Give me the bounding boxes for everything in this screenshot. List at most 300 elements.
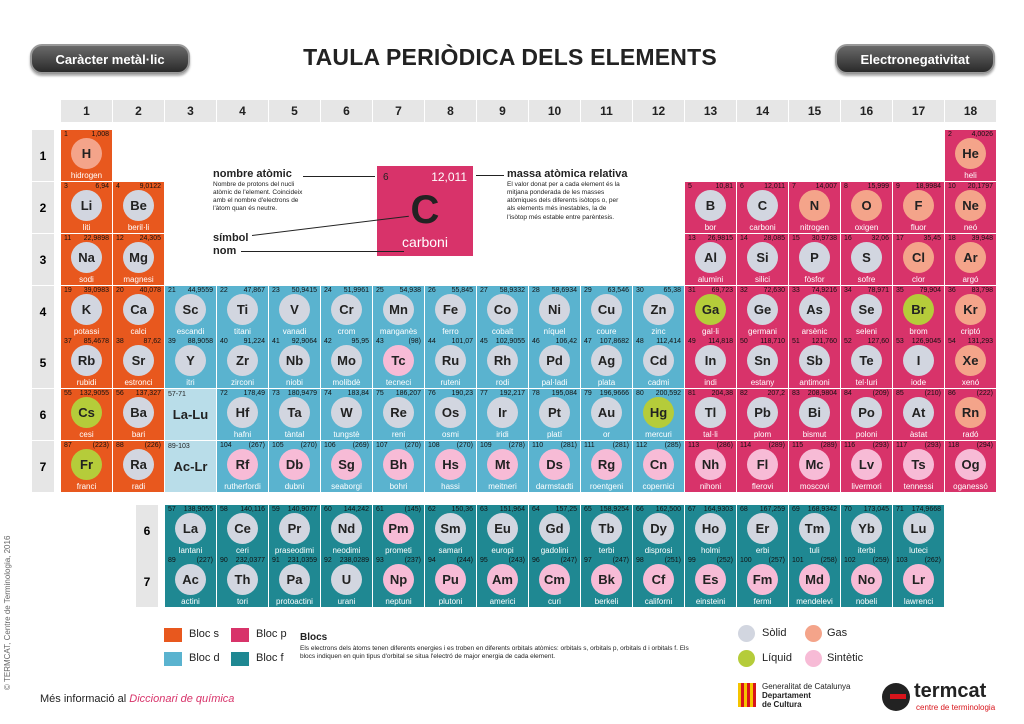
- element-cell-nd[interactable]: [321, 505, 372, 556]
- atomic-mass: 88,9058: [187, 338, 213, 345]
- element-cell-pa[interactable]: [269, 556, 320, 607]
- element-cell-po[interactable]: [841, 389, 892, 440]
- atomic-number: 102: [844, 557, 856, 564]
- element-symbol: Es: [695, 564, 726, 595]
- dictionary-link[interactable]: Diccionari de química: [129, 693, 235, 705]
- element-name: disprosi: [644, 546, 673, 555]
- element-cell-rh[interactable]: [477, 337, 528, 388]
- element-cell-fr[interactable]: [61, 441, 112, 492]
- element-cell-cs[interactable]: [61, 389, 112, 440]
- element-cell-ta[interactable]: [269, 389, 320, 440]
- element-symbol: Rb: [71, 345, 102, 376]
- element-cell-cm[interactable]: [529, 556, 580, 607]
- legend-dot-synthetic: [805, 650, 822, 667]
- metallic-character-button[interactable]: Caràcter metàl·lic: [30, 44, 190, 74]
- atomic-number: 65: [584, 506, 592, 513]
- element-cell-sr[interactable]: [113, 337, 164, 388]
- element-symbol: Pt: [539, 397, 570, 428]
- element-symbol: Hg: [643, 397, 674, 428]
- element-symbol: Rn: [955, 397, 986, 428]
- element-cell-bk[interactable]: [581, 556, 632, 607]
- element-cell-th[interactable]: [217, 556, 268, 607]
- element-cell-zn[interactable]: [633, 286, 684, 337]
- element-symbol: H: [71, 138, 102, 169]
- element-symbol: P: [799, 242, 830, 273]
- atomic-mass: 79,904: [919, 287, 941, 294]
- element-cell-pt[interactable]: [529, 389, 580, 440]
- atomic-number: 57: [168, 506, 176, 513]
- atomic-mass: (227): [196, 557, 213, 564]
- element-name: liti: [82, 223, 91, 232]
- element-symbol: Tb: [591, 513, 622, 544]
- element-cell-pd[interactable]: [529, 337, 580, 388]
- element-cell-re[interactable]: [373, 389, 424, 440]
- element-symbol: Sm: [435, 513, 466, 544]
- element-cell-w[interactable]: [321, 389, 372, 440]
- element-cell-pu[interactable]: [425, 556, 476, 607]
- element-name: tungstè: [333, 430, 360, 439]
- atomic-number: 2: [948, 131, 952, 138]
- element-cell-rn[interactable]: [945, 389, 996, 440]
- element-cell-h[interactable]: [61, 130, 112, 181]
- element-cell-ti[interactable]: [217, 286, 268, 337]
- group-header-2: 2: [113, 100, 164, 122]
- element-cell-v[interactable]: [269, 286, 320, 337]
- element-symbol: Np: [383, 564, 414, 595]
- period-label-2: 2: [32, 182, 54, 233]
- element-cell-cn[interactable]: [633, 441, 684, 492]
- element-cell-np[interactable]: [373, 556, 424, 607]
- element-cell-gd[interactable]: [529, 505, 580, 556]
- atomic-mass: (285): [664, 442, 681, 449]
- atomic-mass: 44,9559: [187, 287, 213, 294]
- group-header-14: 14: [737, 100, 788, 122]
- element-symbol: Pm: [383, 513, 414, 544]
- element-cell-i[interactable]: [893, 337, 944, 388]
- element-symbol: Dy: [643, 513, 674, 544]
- atomic-number: 60: [324, 506, 332, 513]
- element-symbol: La: [175, 513, 206, 544]
- atomic-number: 80: [636, 390, 644, 397]
- element-cell-ru[interactable]: [425, 337, 476, 388]
- element-cell-u[interactable]: [321, 556, 372, 607]
- legend-bloc-s: Bloc s: [189, 628, 219, 640]
- atomic-mass: (98): [408, 338, 421, 345]
- element-cell-sg[interactable]: [321, 441, 372, 492]
- element-cell-ag[interactable]: [581, 337, 632, 388]
- element-cell-bi[interactable]: [789, 389, 840, 440]
- element-cell-ba[interactable]: [113, 389, 164, 440]
- element-name: fòsfor: [804, 275, 825, 284]
- element-cell-rf[interactable]: [217, 441, 268, 492]
- atomic-mass: 183,84: [347, 390, 369, 397]
- element-cell-cu[interactable]: [581, 286, 632, 337]
- element-name: mercuri: [645, 430, 672, 439]
- atomic-number: 43: [376, 338, 384, 345]
- atomic-number: 62: [428, 506, 436, 513]
- atomic-number: 4: [116, 183, 120, 190]
- element-cell-ga[interactable]: [685, 286, 736, 337]
- element-cell-ra[interactable]: [113, 441, 164, 492]
- element-name: clor: [912, 275, 925, 284]
- element-symbol: N: [799, 190, 830, 221]
- element-cell-mn[interactable]: [373, 286, 424, 337]
- element-cell-ts[interactable]: [893, 441, 944, 492]
- element-cell-er[interactable]: [737, 505, 788, 556]
- element-cell-md[interactable]: [789, 556, 840, 607]
- element-cell-sm[interactable]: [425, 505, 476, 556]
- element-symbol: Kr: [955, 294, 986, 325]
- atomic-number: 95: [480, 557, 488, 564]
- element-symbol: Sr: [123, 345, 154, 376]
- element-cell-os[interactable]: [425, 389, 476, 440]
- electronegativity-button[interactable]: Electronegativitat: [835, 44, 995, 74]
- element-cell-at[interactable]: [893, 389, 944, 440]
- element-symbol: Ts: [903, 449, 934, 480]
- element-symbol: Th: [227, 564, 258, 595]
- element-cell-n[interactable]: [789, 182, 840, 233]
- atomic-number: 13: [688, 235, 696, 242]
- element-cell-k[interactable]: [61, 286, 112, 337]
- lanthanide-range-cell[interactable]: [165, 389, 216, 440]
- element-cell-mg[interactable]: [113, 234, 164, 285]
- atomic-number: 82: [740, 390, 748, 397]
- element-symbol: Nb: [279, 345, 310, 376]
- element-cell-lu[interactable]: [893, 505, 944, 556]
- element-cell-bh[interactable]: [373, 441, 424, 492]
- element-name: vanadi: [282, 327, 307, 336]
- group-header-3: 3: [165, 100, 216, 122]
- element-cell-hg[interactable]: [633, 389, 684, 440]
- atomic-number: 79: [584, 390, 592, 397]
- element-cell-te[interactable]: [841, 337, 892, 388]
- element-cell-tc[interactable]: [373, 337, 424, 388]
- element-cell-pb[interactable]: [737, 389, 788, 440]
- element-cell-ni[interactable]: [529, 286, 580, 337]
- element-cell-na[interactable]: [61, 234, 112, 285]
- element-symbol: Os: [435, 397, 466, 428]
- element-cell-kr[interactable]: [945, 286, 996, 337]
- atomic-mass: (286): [716, 442, 733, 449]
- element-symbol: Ac: [175, 564, 206, 595]
- element-cell-y[interactable]: [165, 337, 216, 388]
- element-cell-hf[interactable]: [217, 389, 268, 440]
- element-cell-se[interactable]: [841, 286, 892, 337]
- atomic-mass: (293): [872, 442, 889, 449]
- element-cell-tm[interactable]: [789, 505, 840, 556]
- element-name: cobalt: [491, 327, 514, 336]
- element-name: samari: [438, 546, 463, 555]
- element-cell-hs[interactable]: [425, 441, 476, 492]
- atomic-mass: 55,845: [451, 287, 473, 294]
- atomic-mass: 92,9064: [291, 338, 317, 345]
- atomic-number: 31: [688, 287, 696, 294]
- element-symbol: Am: [487, 564, 518, 595]
- atomic-mass: 26,9815: [707, 235, 733, 242]
- atomic-number: 22: [220, 287, 228, 294]
- atomic-number: 44: [428, 338, 436, 345]
- element-cell-au[interactable]: [581, 389, 632, 440]
- element-cell-es[interactable]: [685, 556, 736, 607]
- element-name: arsènic: [801, 327, 828, 336]
- atomic-number: 48: [636, 338, 644, 345]
- atomic-mass: 174,9668: [911, 506, 941, 513]
- atomic-mass: (267): [248, 442, 265, 449]
- element-cell-c[interactable]: [737, 182, 788, 233]
- element-cell-lr[interactable]: [893, 556, 944, 607]
- element-symbol: Bh: [383, 449, 414, 480]
- element-symbol: In: [695, 345, 726, 376]
- element-symbol: U: [331, 564, 362, 595]
- key-symbol: C: [410, 188, 440, 232]
- element-name: protoactini: [276, 597, 313, 606]
- element-cell-he[interactable]: [945, 130, 996, 181]
- element-cell-as[interactable]: [789, 286, 840, 337]
- element-cell-og[interactable]: [945, 441, 996, 492]
- element-cell-eu[interactable]: [477, 505, 528, 556]
- legend-gas: Gas: [827, 627, 848, 639]
- element-cell-yb[interactable]: [841, 505, 892, 556]
- label-atomic-mass: massa atòmica relativa: [507, 168, 628, 180]
- element-cell-xe[interactable]: [945, 337, 996, 388]
- element-cell-mo[interactable]: [321, 337, 372, 388]
- group-header-5: 5: [269, 100, 320, 122]
- element-cell-ir[interactable]: [477, 389, 528, 440]
- element-cell-dy[interactable]: [633, 505, 684, 556]
- element-cell-ge[interactable]: [737, 286, 788, 337]
- atomic-number: 83: [792, 390, 800, 397]
- element-cell-zr[interactable]: [217, 337, 268, 388]
- element-symbol: At: [903, 397, 934, 428]
- element-cell-f[interactable]: [893, 182, 944, 233]
- legend-swatch-bloc-d: [164, 652, 182, 666]
- atomic-number: 47: [584, 338, 592, 345]
- atomic-mass: (222): [976, 390, 993, 397]
- atomic-mass: 28,085: [763, 235, 785, 242]
- key-number: 6: [383, 172, 389, 183]
- element-name: gal·li: [702, 327, 719, 336]
- group-header-12: 12: [633, 100, 684, 122]
- atomic-number: 37: [64, 338, 72, 345]
- element-name: molibdè: [332, 378, 361, 387]
- atomic-mass: 95,95: [351, 338, 369, 345]
- element-name: gadolini: [540, 546, 569, 555]
- element-cell-ho[interactable]: [685, 505, 736, 556]
- element-cell-mt[interactable]: [477, 441, 528, 492]
- element-name: livermori: [851, 482, 882, 491]
- element-cell-lv[interactable]: [841, 441, 892, 492]
- element-cell-ca[interactable]: [113, 286, 164, 337]
- element-cell-si[interactable]: [737, 234, 788, 285]
- atomic-mass: 132,9055: [79, 390, 109, 397]
- element-symbol: Sb: [799, 345, 830, 376]
- element-cell-al[interactable]: [685, 234, 736, 285]
- atomic-mass: 54,938: [399, 287, 421, 294]
- element-name: estany: [750, 378, 775, 387]
- element-cell-sc[interactable]: [165, 286, 216, 337]
- element-name: indi: [704, 378, 717, 387]
- element-symbol: Eu: [487, 513, 518, 544]
- atomic-mass: (244): [456, 557, 473, 564]
- element-cell-cd[interactable]: [633, 337, 684, 388]
- atomic-mass: 47,867: [243, 287, 265, 294]
- atomic-number: 87: [64, 442, 72, 449]
- element-name: radó: [962, 430, 979, 439]
- element-cell-nb[interactable]: [269, 337, 320, 388]
- element-symbol: O: [851, 190, 882, 221]
- element-cell-ce[interactable]: [217, 505, 268, 556]
- atomic-number: 11: [64, 235, 72, 242]
- element-cell-ac[interactable]: [165, 556, 216, 607]
- group-header-1: 1: [61, 100, 112, 122]
- element-symbol: V: [279, 294, 310, 325]
- element-cell-be[interactable]: [113, 182, 164, 233]
- element-cell-fm[interactable]: [737, 556, 788, 607]
- element-cell-in[interactable]: [685, 337, 736, 388]
- atomic-number: 77: [480, 390, 488, 397]
- element-name: ferro: [442, 327, 459, 336]
- element-name: iterbi: [857, 546, 876, 555]
- element-name: zinc: [651, 327, 666, 336]
- range-number: 57-71: [168, 391, 186, 398]
- atomic-mass: 18,9984: [915, 183, 941, 190]
- element-cell-ds[interactable]: [529, 441, 580, 492]
- label-name: nom: [213, 245, 237, 257]
- element-symbol: Pu: [435, 564, 466, 595]
- element-symbol: I: [903, 345, 934, 376]
- element-cell-sb[interactable]: [789, 337, 840, 388]
- element-cell-cf[interactable]: [633, 556, 684, 607]
- element-cell-li[interactable]: [61, 182, 112, 233]
- atomic-mass: (251): [664, 557, 681, 564]
- element-cell-o[interactable]: [841, 182, 892, 233]
- element-name: luteci: [909, 546, 928, 555]
- atomic-number: 106: [324, 442, 336, 449]
- element-cell-br[interactable]: [893, 286, 944, 337]
- element-cell-ne[interactable]: [945, 182, 996, 233]
- element-cell-ar[interactable]: [945, 234, 996, 285]
- element-symbol: Lv: [851, 449, 882, 480]
- element-name: platí: [546, 430, 563, 439]
- range-number: 89-103: [168, 443, 190, 450]
- element-name: beril·li: [127, 223, 150, 232]
- element-name: hassi: [441, 482, 460, 491]
- element-symbol: Mg: [123, 242, 154, 273]
- element-name: germani: [748, 327, 777, 336]
- element-name: zirconi: [230, 378, 255, 387]
- atomic-mass: 50,9415: [291, 287, 317, 294]
- atomic-mass: 20,1797: [967, 183, 993, 190]
- atomic-number: 68: [740, 506, 748, 513]
- element-name: titani: [234, 327, 251, 336]
- atomic-mass: 192,217: [499, 390, 525, 397]
- atomic-number: 69: [792, 506, 800, 513]
- atomic-number: 24: [324, 287, 332, 294]
- element-symbol: Al: [695, 242, 726, 273]
- element-cell-cr[interactable]: [321, 286, 372, 337]
- atomic-mass: (270): [456, 442, 473, 449]
- element-cell-am[interactable]: [477, 556, 528, 607]
- atomic-number: 59: [272, 506, 280, 513]
- element-name: calci: [130, 327, 147, 336]
- element-cell-pr[interactable]: [269, 505, 320, 556]
- element-cell-p[interactable]: [789, 234, 840, 285]
- atomic-number: 115: [792, 442, 804, 449]
- actinide-range-cell[interactable]: [165, 441, 216, 492]
- atomic-mass: (278): [508, 442, 525, 449]
- atomic-number: 10: [948, 183, 956, 190]
- atomic-mass: (262): [924, 557, 941, 564]
- element-name: praseodimi: [274, 546, 315, 555]
- atomic-number: 54: [948, 338, 956, 345]
- element-cell-co[interactable]: [477, 286, 528, 337]
- element-cell-tb[interactable]: [581, 505, 632, 556]
- element-cell-rb[interactable]: [61, 337, 112, 388]
- atomic-number: 49: [688, 338, 696, 345]
- atomic-number: 91: [272, 557, 280, 564]
- element-cell-b[interactable]: [685, 182, 736, 233]
- atomic-number: 58: [220, 506, 228, 513]
- element-cell-s[interactable]: [841, 234, 892, 285]
- atomic-mass: 1,008: [91, 131, 109, 138]
- element-name: flerovi: [751, 482, 774, 491]
- element-name: bohri: [389, 482, 408, 491]
- element-cell-db[interactable]: [269, 441, 320, 492]
- element-name: manganès: [379, 327, 418, 336]
- atomic-mass: 106,42: [555, 338, 577, 345]
- legend-synthetic: Sintètic: [827, 652, 864, 664]
- element-cell-fl[interactable]: [737, 441, 788, 492]
- element-name: seaborgi: [331, 482, 362, 491]
- element-cell-tl[interactable]: [685, 389, 736, 440]
- element-cell-la[interactable]: [165, 505, 216, 556]
- element-symbol: Ge: [747, 294, 778, 325]
- element-symbol: Ta: [279, 397, 310, 428]
- element-cell-rg[interactable]: [581, 441, 632, 492]
- atomic-number: 5: [688, 183, 692, 190]
- element-symbol: K: [71, 294, 102, 325]
- atomic-mass: 22,9898: [83, 235, 109, 242]
- atomic-number: 67: [688, 506, 696, 513]
- element-cell-mc[interactable]: [789, 441, 840, 492]
- element-cell-fe[interactable]: [425, 286, 476, 337]
- element-cell-no[interactable]: [841, 556, 892, 607]
- element-symbol: Mc: [799, 449, 830, 480]
- element-name: curi: [548, 597, 561, 606]
- element-name: àstat: [909, 430, 928, 439]
- atomic-number: 90: [220, 557, 228, 564]
- element-symbol: Fl: [747, 449, 778, 480]
- element-cell-pm[interactable]: [373, 505, 424, 556]
- legend-swatch-bloc-p: [231, 628, 249, 642]
- element-name: plata: [597, 378, 616, 387]
- element-cell-cl[interactable]: [893, 234, 944, 285]
- atomic-mass: (247): [612, 557, 629, 564]
- atomic-mass: 39,948: [971, 235, 993, 242]
- element-name: terbi: [598, 546, 615, 555]
- element-name: pal·ladi: [541, 378, 568, 387]
- element-name: meitneri: [488, 482, 517, 491]
- element-name: franci: [76, 482, 97, 491]
- element-cell-sn[interactable]: [737, 337, 788, 388]
- atomic-mass: 131,293: [967, 338, 993, 345]
- group-header-4: 4: [217, 100, 268, 122]
- atomic-number: 89: [168, 557, 176, 564]
- element-name: ceri: [236, 546, 249, 555]
- element-cell-nh[interactable]: [685, 441, 736, 492]
- atomic-mass: 232,0377: [235, 557, 265, 564]
- element-symbol: Br: [903, 294, 934, 325]
